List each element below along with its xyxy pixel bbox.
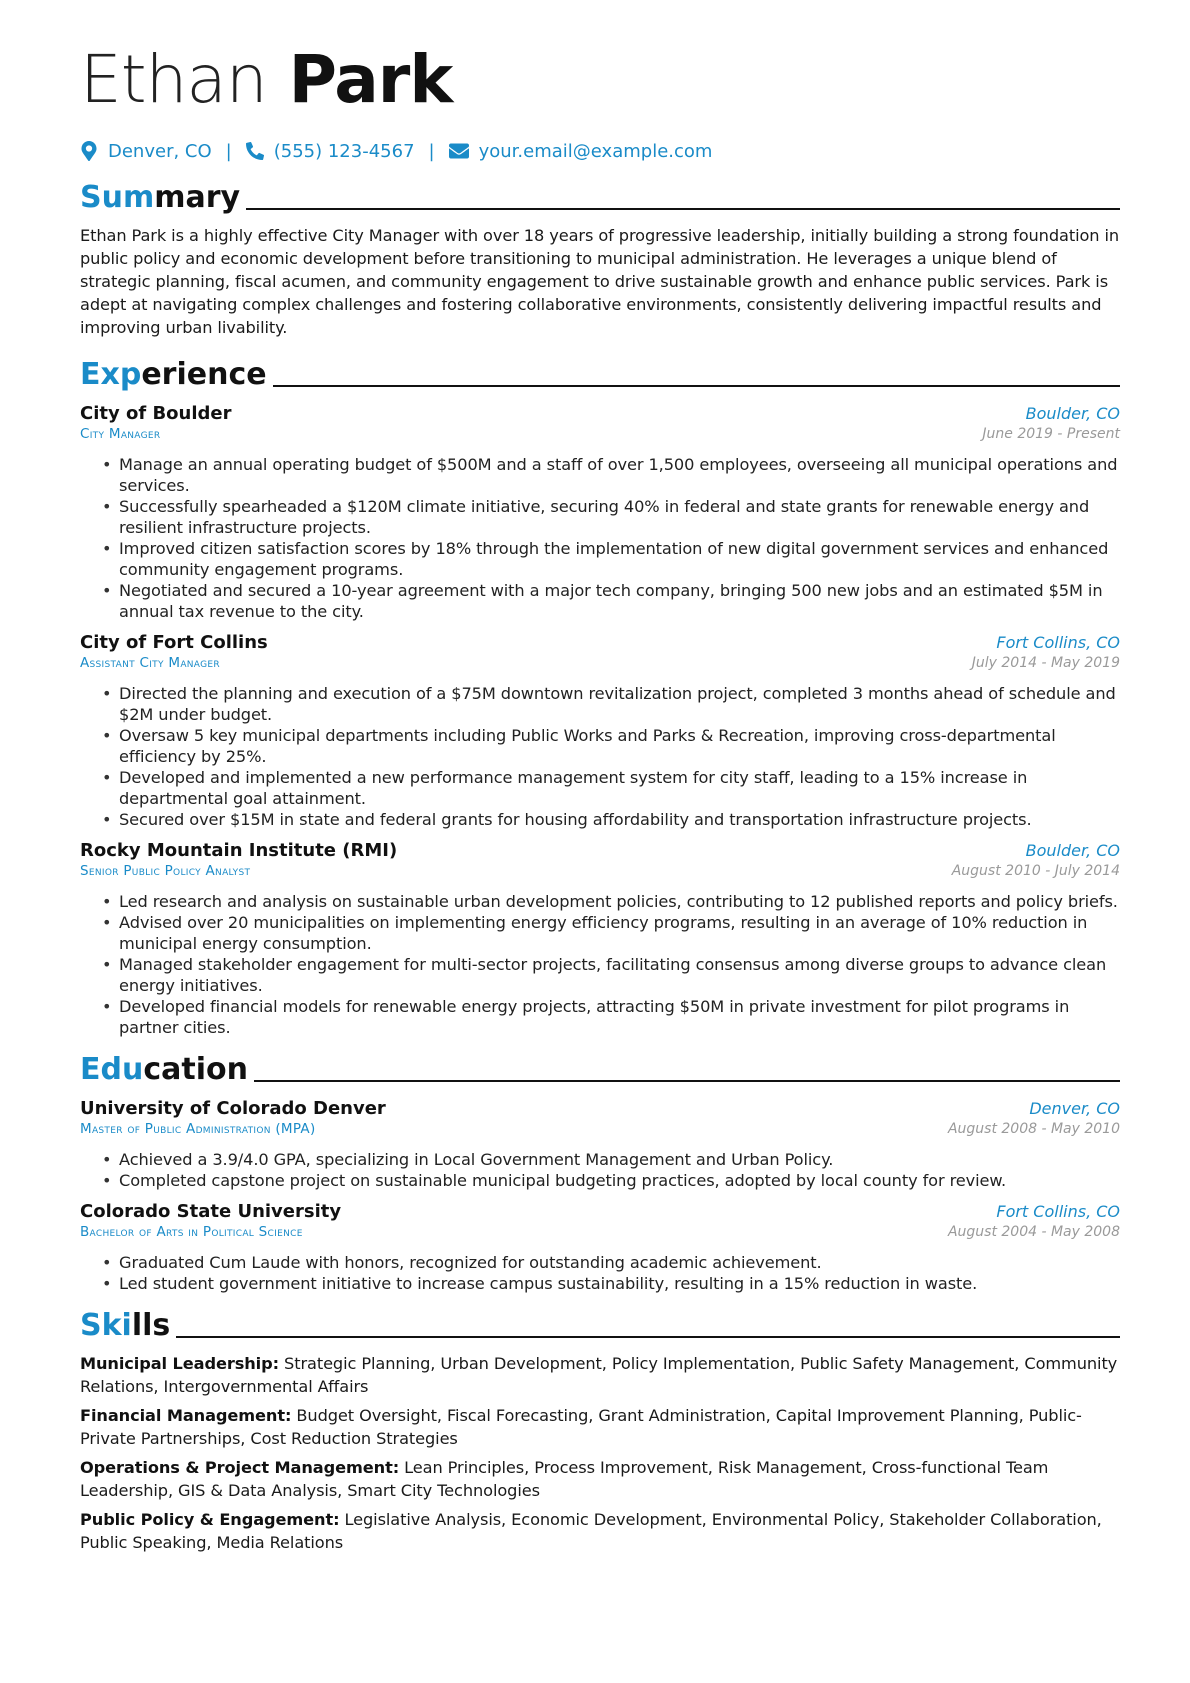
- heading-rest: lls: [131, 1308, 171, 1343]
- skill-category: Public Policy & Engagement:: [80, 1510, 340, 1529]
- skill-category: Operations & Project Management:: [80, 1458, 400, 1477]
- contact-bar: [80, 136, 1120, 166]
- education-list: [80, 1098, 1120, 1294]
- heading-rule: [176, 1336, 1120, 1338]
- entry-location: Denver, CO: [1029, 1099, 1120, 1118]
- entry-location: Boulder, CO: [1025, 404, 1120, 423]
- heading-accent: Exp: [80, 357, 142, 392]
- skill-list-text: Legislative Analysis, Economic Development, Environmental Policy, Stakeholder Collaboration, Public Speaking, Media Relations: [80, 1510, 1102, 1552]
- skill-list-text: Strategic Planning, Urban Development, Policy Implementation, Public Safety Management, Community Relations, Intergovernmental Affairs: [80, 1354, 1118, 1396]
- skill-category: Municipal Leadership:: [80, 1354, 279, 1373]
- bullet-item: • Negotiated and secured a 10-year agreement with a major tech company, bringing 500 new jobs and an estimated $5M in annual tax revenue to the city.: [102, 580, 1120, 622]
- entry-role: Assistant City Manager: [80, 655, 220, 671]
- entry-bullets: [80, 454, 1120, 622]
- contact-separator: |: [225, 140, 232, 162]
- heading-rest: cation: [143, 1052, 248, 1087]
- skill-line: [80, 1352, 1120, 1398]
- candidate-name: [80, 38, 1120, 122]
- entry-dates: August 2008 - May 2010: [947, 1121, 1120, 1137]
- skill-line: [80, 1508, 1120, 1554]
- entry-role: Master of Public Administration (MPA): [80, 1121, 316, 1137]
- heading-rest: erience: [141, 357, 267, 392]
- heading-accent: Ski: [80, 1308, 132, 1343]
- contact-email[interactable]: [449, 141, 713, 162]
- entry-location: Fort Collins, CO: [996, 633, 1120, 652]
- contact-phone[interactable]: [246, 141, 415, 162]
- bullet-item: • Developed and implemented a new performance management system for city staff, leading to a 15% increase in departmental goal attainment.: [102, 767, 1120, 809]
- bullet-item: • Graduated Cum Laude with honors, recognized for outstanding academic achievement.: [102, 1252, 1120, 1273]
- resume-entry: [80, 403, 1120, 622]
- experience-list: [80, 403, 1120, 1038]
- bullet-item: • Successfully spearheaded a $120M climate initiative, securing 40% in federal and state grants for renewable energy and resilient infrastructure projects.: [102, 496, 1120, 538]
- bullet-item: • Achieved a 3.9/4.0 GPA, specializing in Local Government Management and Urban Policy.: [102, 1149, 1120, 1170]
- last-name: Park: [288, 41, 453, 118]
- heading-rule: [246, 208, 1120, 210]
- skill-line: [80, 1404, 1120, 1450]
- resume-entry: [80, 1201, 1120, 1294]
- entry-location: Boulder, CO: [1025, 841, 1120, 860]
- heading-accent: Edu: [80, 1052, 144, 1087]
- phone-icon: [246, 141, 264, 161]
- skill-category: Financial Management:: [80, 1406, 292, 1425]
- entry-bullets: [80, 1252, 1120, 1294]
- entry-organization: City of Fort Collins: [80, 632, 268, 653]
- skill-line: [80, 1456, 1120, 1502]
- skill-list-text: Budget Oversight, Fiscal Forecasting, Grant Administration, Capital Improvement Planning, Public-Private Partnerships, Cost Reduction Strategies: [80, 1406, 1082, 1448]
- heading-rest: mary: [154, 180, 241, 215]
- bullet-item: • Improved citizen satisfaction scores by 18% through the implementation of new digital government services and enhanced community engagement programs.: [102, 538, 1120, 580]
- entry-bullets: [80, 1149, 1120, 1191]
- bullet-item: • Oversaw 5 key municipal departments including Public Works and Parks & Recreation, improving cross-departmental efficiency by 25%.: [102, 725, 1120, 767]
- entry-role: City Manager: [80, 426, 161, 442]
- map-marker-icon: [80, 141, 98, 161]
- entry-bullets: [80, 683, 1120, 830]
- entry-organization: University of Colorado Denver: [80, 1098, 386, 1119]
- phone-text: (555) 123-4567: [273, 140, 415, 162]
- bullet-item: • Advised over 20 municipalities on implementing energy efficiency programs, resulting in an average of 10% reduction in municipal energy consumption.: [102, 912, 1120, 954]
- heading-accent: Sum: [80, 180, 155, 215]
- resume-entry: [80, 632, 1120, 830]
- entry-dates: August 2010 - July 2014: [951, 863, 1120, 879]
- skill-list-text: Lean Principles, Process Improvement, Risk Management, Cross-functional Team Leadership, GIS & Data Analysis, Smart City Technologies: [80, 1458, 1049, 1500]
- entry-dates: July 2014 - May 2019: [971, 655, 1120, 671]
- contact-separator: |: [428, 140, 435, 162]
- entry-location: Fort Collins, CO: [996, 1202, 1120, 1221]
- email-text: your.email@example.com: [478, 140, 713, 162]
- entry-role: Bachelor of Arts in Political Science: [80, 1224, 303, 1240]
- bullet-item: • Led student government initiative to increase campus sustainability, resulting in a 15% reduction in waste.: [102, 1273, 1120, 1294]
- entry-dates: August 2004 - May 2008: [947, 1224, 1120, 1240]
- bullet-item: • Developed financial models for renewable energy projects, attracting $50M in private investment for pilot programs in partner cities.: [102, 996, 1120, 1038]
- envelope-icon: [449, 141, 469, 161]
- bullet-item: • Managed stakeholder engagement for multi-sector projects, facilitating consensus among diverse groups to advance clean energy initiatives.: [102, 954, 1120, 996]
- bullet-item: • Led research and analysis on sustainable urban development policies, contributing to 12 published reports and policy briefs.: [102, 891, 1120, 912]
- resume-page: [80, 38, 1120, 1554]
- first-name: Ethan: [80, 41, 267, 118]
- entry-organization: City of Boulder: [80, 403, 232, 424]
- skills-heading: [80, 1302, 1120, 1346]
- summary-heading: [80, 174, 1120, 218]
- entry-bullets: [80, 891, 1120, 1038]
- entry-organization: Rocky Mountain Institute (RMI): [80, 840, 398, 861]
- entry-role: Senior Public Policy Analyst: [80, 863, 251, 879]
- contact-location: [80, 141, 212, 162]
- experience-heading: [80, 351, 1120, 395]
- bullet-item: • Completed capstone project on sustainable municipal budgeting practices, adopted by local county for review.: [102, 1170, 1120, 1191]
- entry-dates: June 2019 - Present: [982, 426, 1120, 442]
- summary-text: Ethan Park is a highly effective City Manager with over 18 years of progressive leadership, initially building a strong foundation in public policy and economic development before transitioning to municipal administration. He leverages a unique blend of strategic planning, fiscal acumen, and community engagement to drive sustainable growth and enhance public services. Park is adept at navigating complex challenges and fostering collaborative environments, consistently delivering impactful results and improving urban livability.: [80, 226, 1120, 337]
- heading-rule: [254, 1080, 1120, 1082]
- education-heading: [80, 1046, 1120, 1090]
- heading-rule: [273, 385, 1120, 387]
- bullet-item: • Secured over $15M in state and federal grants for housing affordability and transportation infrastructure projects.: [102, 809, 1120, 830]
- location-text: Denver, CO: [108, 140, 212, 162]
- bullet-item: • Manage an annual operating budget of $500M and a staff of over 1,500 employees, overseeing all municipal operations and services.: [102, 454, 1120, 496]
- bullet-item: • Directed the planning and execution of a $75M downtown revitalization project, completed 3 months ahead of schedule and $2M under budget.: [102, 683, 1120, 725]
- resume-entry: [80, 840, 1120, 1038]
- entry-organization: Colorado State University: [80, 1201, 342, 1222]
- resume-entry: [80, 1098, 1120, 1191]
- skills-list: [80, 1352, 1120, 1554]
